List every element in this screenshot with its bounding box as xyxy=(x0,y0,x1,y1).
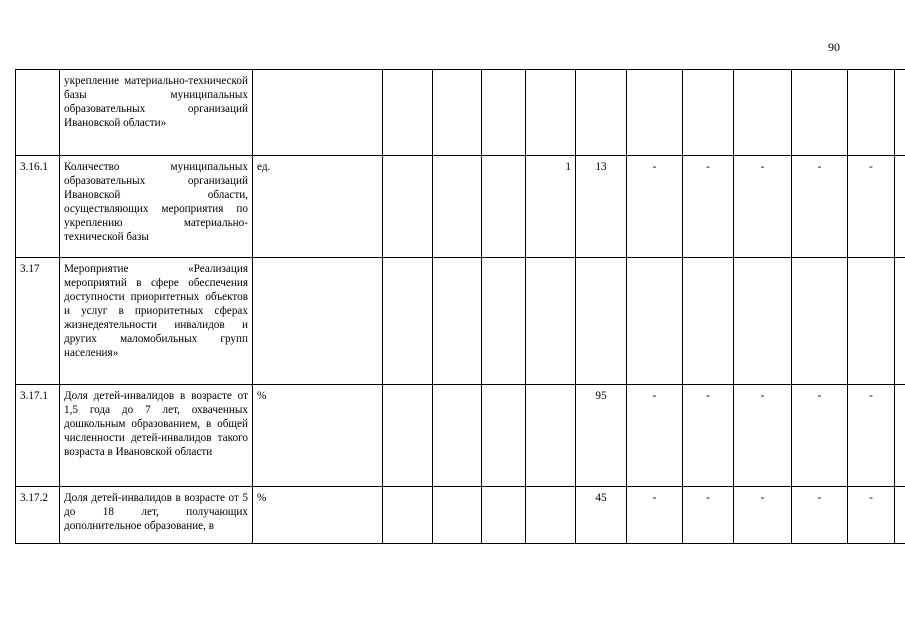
value-cell: - xyxy=(848,487,895,544)
unit-cell: % xyxy=(253,385,383,487)
value-cell xyxy=(383,258,433,385)
value-cell xyxy=(526,385,576,487)
unit-cell xyxy=(253,70,383,156)
value-cell xyxy=(526,258,576,385)
value-cell xyxy=(895,258,905,385)
value-cell xyxy=(848,70,895,156)
value-cell xyxy=(895,487,905,544)
row-number-cell: 3.17 xyxy=(16,258,60,385)
value-cell xyxy=(576,258,627,385)
indicators-table xyxy=(15,69,905,544)
value-cell xyxy=(734,258,792,385)
value-cell xyxy=(683,258,734,385)
value-cell: 95 xyxy=(576,385,627,487)
row-number-cell: 3.17.2 xyxy=(16,487,60,544)
value-cell: - xyxy=(627,487,683,544)
table-row xyxy=(16,385,905,487)
value-cell: - xyxy=(734,156,792,258)
row-number-cell xyxy=(16,70,60,156)
table-row xyxy=(16,487,905,544)
value-cell xyxy=(526,70,576,156)
value-cell xyxy=(792,70,848,156)
value-cell xyxy=(433,70,482,156)
row-number-cell: 3.16.1 xyxy=(16,156,60,258)
value-cell: - xyxy=(792,156,848,258)
value-cell xyxy=(482,156,526,258)
value-cell: - xyxy=(792,385,848,487)
value-cell xyxy=(895,70,905,156)
value-cell xyxy=(734,70,792,156)
value-cell xyxy=(848,258,895,385)
value-cell: - xyxy=(627,156,683,258)
value-cell: 13 xyxy=(576,156,627,258)
description-cell: Количество муниципальных образовательных организаций Ивановской области, осуществляющих мероприятия по укреплению материально-технической базы xyxy=(60,156,253,258)
value-cell: - xyxy=(683,156,734,258)
value-cell xyxy=(383,70,433,156)
value-cell xyxy=(383,385,433,487)
value-cell xyxy=(792,258,848,385)
value-cell xyxy=(433,385,482,487)
table-row xyxy=(16,258,905,385)
value-cell xyxy=(482,70,526,156)
value-cell xyxy=(576,70,627,156)
value-cell xyxy=(895,156,905,258)
value-cell xyxy=(482,487,526,544)
value-cell: - xyxy=(792,487,848,544)
value-cell xyxy=(526,487,576,544)
unit-cell: % xyxy=(253,487,383,544)
description-cell: Мероприятие «Реализация мероприятий в сфере обеспечения доступности приоритетных объектов и услуг в приоритетных сферах жизнедеятельности инвалидов и других маломобильных групп населения» xyxy=(60,258,253,385)
value-cell xyxy=(895,385,905,487)
page-number: 90 xyxy=(828,40,840,54)
value-cell: - xyxy=(734,487,792,544)
table-row xyxy=(16,70,905,156)
value-cell xyxy=(627,258,683,385)
value-cell xyxy=(683,70,734,156)
description-cell: Доля детей-инвалидов в возрасте от 1,5 года до 7 лет, охваченных дошкольным образованием, в общей численности детей-инвалидов такого возраста в Ивановской области xyxy=(60,385,253,487)
value-cell: - xyxy=(848,156,895,258)
value-cell xyxy=(627,70,683,156)
value-cell xyxy=(433,258,482,385)
value-cell xyxy=(383,156,433,258)
value-cell xyxy=(383,487,433,544)
value-cell xyxy=(433,487,482,544)
value-cell: - xyxy=(683,487,734,544)
value-cell: - xyxy=(848,385,895,487)
table-row xyxy=(16,156,905,258)
value-cell: - xyxy=(683,385,734,487)
unit-cell xyxy=(253,258,383,385)
unit-cell: ед. xyxy=(253,156,383,258)
description-cell: Доля детей-инвалидов в возрасте от 5 до 18 лет, получающих дополнительное образование, в xyxy=(60,487,253,544)
value-cell: - xyxy=(734,385,792,487)
value-cell: 45 xyxy=(576,487,627,544)
value-cell xyxy=(482,385,526,487)
value-cell xyxy=(482,258,526,385)
value-cell xyxy=(433,156,482,258)
row-number-cell: 3.17.1 xyxy=(16,385,60,487)
value-cell: 1 xyxy=(526,156,576,258)
description-cell: укрепление материально-технической базы муниципальных образовательных организаций Ивановской области» xyxy=(60,70,253,156)
value-cell: - xyxy=(627,385,683,487)
